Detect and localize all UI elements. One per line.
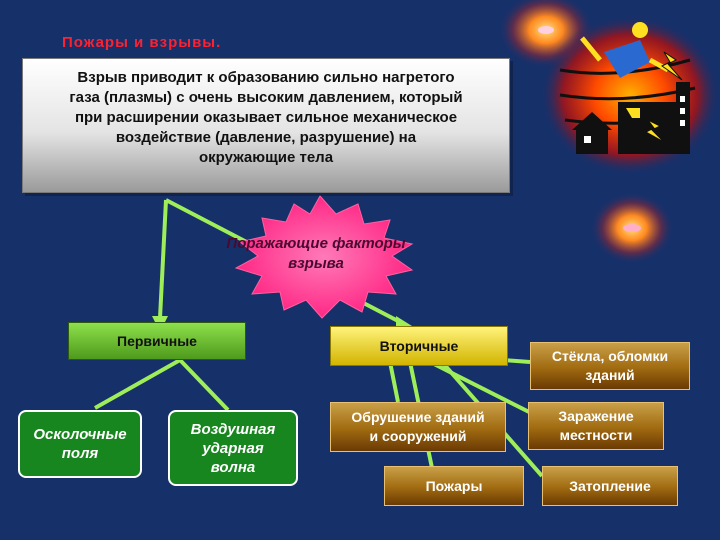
air-shock-wave-line: волна bbox=[210, 458, 256, 476]
fragmentation-fields-line: Осколочные bbox=[33, 426, 127, 443]
damage-factors-line: Поражающие факторы bbox=[226, 235, 406, 252]
definition-line: воздействие (давление, разрушение) на bbox=[115, 129, 417, 146]
air-shock-wave-box bbox=[168, 410, 298, 486]
building-collapse-line: Обрушение зданий bbox=[351, 409, 485, 425]
air-shock-wave-line: Воздушная bbox=[190, 420, 276, 438]
damage-factors-label bbox=[196, 234, 436, 274]
secondary-factors-box bbox=[330, 326, 508, 366]
contamination-line: Заражение bbox=[558, 408, 634, 424]
contamination-line: местности bbox=[559, 427, 633, 443]
glass-debris-line: Стёкла, обломки bbox=[551, 348, 669, 364]
definition-line: окружающие тела bbox=[198, 149, 334, 166]
primary-factors-label: Первичные bbox=[117, 332, 197, 349]
contamination-box bbox=[528, 402, 664, 450]
page-title: Пожары и взрывы. bbox=[62, 34, 222, 51]
glass-debris-line: зданий bbox=[585, 367, 635, 383]
fires-label: Пожары bbox=[425, 477, 483, 494]
fires-box bbox=[384, 466, 524, 506]
explosion-illustration bbox=[540, 15, 720, 175]
fragmentation-fields-line: поля bbox=[61, 445, 99, 462]
flooding-box bbox=[542, 466, 678, 506]
secondary-factors-label: Вторичные bbox=[379, 337, 459, 354]
glass-debris-box bbox=[530, 342, 690, 390]
primary-factors-box bbox=[68, 322, 246, 360]
building-collapse-box bbox=[330, 402, 506, 452]
air-shock-wave-line: ударная bbox=[202, 439, 264, 457]
building-collapse-line: и сооружений bbox=[369, 428, 467, 444]
definition-line: Взрыв приводит к образованию сильно нагретого bbox=[77, 69, 455, 86]
flooding-label: Затопление bbox=[569, 477, 651, 494]
definition-line: газа (плазмы) с очень высоким давлением, который bbox=[69, 89, 463, 106]
damage-factors-line: взрыва bbox=[288, 255, 344, 272]
fragmentation-fields-box bbox=[18, 410, 142, 478]
definition-text bbox=[26, 68, 506, 168]
definition-line: при расширении оказывает сильное механическое bbox=[74, 109, 458, 126]
